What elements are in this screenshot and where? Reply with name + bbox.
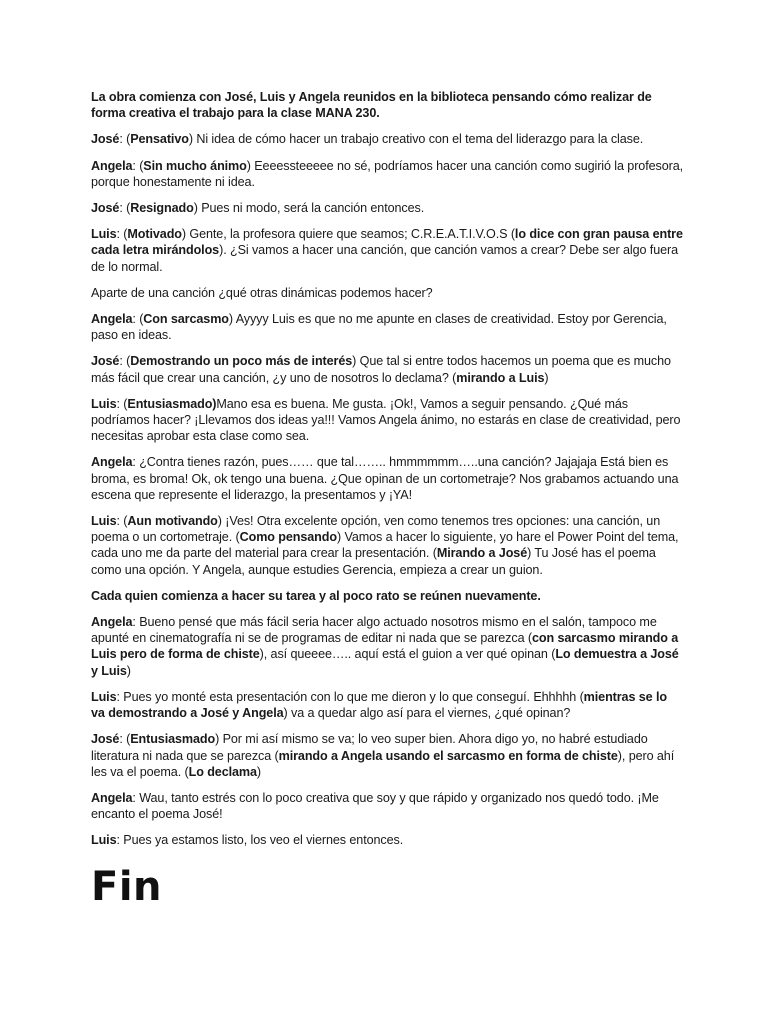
stage-direction: Pensativo: [130, 132, 189, 147]
dialogue-text: : (: [119, 354, 131, 369]
stage-direction: Resignado: [130, 201, 194, 216]
stage-direction: mirando a Angela usando el sarcasmo en forma de chiste: [278, 748, 618, 763]
dialogue-text: : (: [132, 158, 144, 173]
dialogue-text: ) ¡Ves! Otra excelente opción, ven como tenemos tres opciones: una canción, un poema o un cortometraje. (: [91, 514, 661, 545]
stage-direction: Aun motivando: [127, 514, 218, 529]
dialogue-line: [91, 614, 683, 679]
dialogue-text: ): [126, 663, 131, 678]
dialogue-text: Mano esa es buena. Me gusta. ¡Ok!, Vamos a seguir pensando. ¿Qué más podríamos hacer? ¡Llevamos dos ideas ya!!! Vamos Angela ánimo, no estarás en clase de creatividad, pero necesitas aprobar esta clase como sea.: [91, 396, 681, 444]
stage-direction: mientras se lo va demostrando a José y Angela: [91, 689, 667, 721]
dialogue-text: ). ¿Si vamos a hacer una canción, que canción vamos a crear? Debe ser algo fuera de lo normal.: [91, 243, 679, 274]
dialogue-text: ), así queeee….. aquí está el guion a ver qué opinan (: [259, 647, 556, 662]
dialogue-text: ) Por mi así mismo se va; lo veo super bien. Ahora digo yo, no habré estudiado literatura ni nada que se parezca (: [91, 732, 648, 763]
dialogue-line: [91, 311, 683, 343]
dialogue-text: ) Ayyyy Luis es que no me apunte en clases de creatividad. Estoy por Gerencia, paso en ideas.: [91, 312, 667, 343]
dialogue-text: Aparte de una canción ¿qué otras dinámicas podemos hacer?: [91, 285, 433, 300]
dialogue-text: : (: [132, 312, 144, 327]
scene-intro: La obra comienza con José, Luis y Angela reunidos en la biblioteca pensando cómo realizar de forma creativa el trabajo para la clase MANA 230.: [91, 90, 652, 121]
stage-direction: Sin mucho ánimo: [143, 158, 247, 173]
dialogue-text: ) Ni idea de cómo hacer un trabajo creativo con el tema del liderazgo para la clase.: [188, 132, 644, 147]
dialogue-text: ) Tu José has el poema como una opción. Y Angela, aunque estudies Gerencia, empieza a crear un guion.: [91, 546, 656, 577]
dialogue-text: : Pues ya estamos listo, los veo el viernes entonces.: [116, 833, 404, 848]
dialogue-text: : Wau, tanto estrés con lo poco creativa que soy y que rápido y organizado nos quedó todo. ¡Me encanto el poema José!: [91, 790, 659, 822]
stage-direction: Entusiasmado: [130, 732, 216, 747]
dialogue-text: ) Pues ni modo, será la canción entonces.: [193, 201, 425, 216]
speaker-name: Luis: [91, 833, 117, 848]
stage-direction: Con sarcasmo: [143, 312, 229, 327]
dialogue-line: [91, 454, 683, 503]
stage-direction: Mirando a José: [436, 546, 528, 561]
stage-direction: con sarcasmo mirando a Luis pero de forma de chiste: [91, 631, 679, 662]
stage-direction: Demostrando un poco más de interés: [130, 354, 353, 369]
speaker-name: Angela: [91, 455, 133, 470]
dialogue-text: : Pues yo monté esta presentación con lo que me dieron y lo que conseguí. Ehhhhh (: [116, 689, 584, 704]
dialogue-line: [91, 353, 683, 385]
dialogue-text: ) Gente, la profesora quiere que seamos; C.R.E.A.T.I.V.O.S (: [181, 227, 515, 242]
dialogue-text: : (: [116, 396, 128, 411]
dialogue-text: : (: [119, 732, 131, 747]
dialogue-line: [91, 158, 683, 190]
dialogue-line: [91, 790, 683, 822]
speaker-name: Luis: [91, 227, 117, 242]
dialogue-line: [91, 226, 683, 275]
speaker-name: José: [91, 201, 120, 216]
speaker-name: José: [91, 732, 120, 747]
dialogue-text: ) Eeeessteeeee no sé, podríamos hacer una canción como sugirió la profesora, porque honestamente ni idea.: [91, 158, 684, 189]
dialogue-line: [91, 396, 683, 445]
dialogue-line: [91, 513, 683, 578]
speaker-name: Angela: [91, 312, 133, 327]
stage-direction: Motivado: [127, 227, 182, 242]
dialogue-text: : ¿Contra tienes razón, pues…… que tal…….. hmmmmmm…..una canción? Jajajaja Está bien es broma, es broma! Ok, ok tengo una buena. ¿Que opinan de un cortometraje? Nos grabamos actuando una escena que represente el liderazgo, la presentamos y ¡YA!: [91, 455, 679, 502]
stage-direction: Lo declama: [188, 764, 257, 779]
speaker-name: Angela: [91, 158, 133, 173]
dialogue-line: [91, 731, 683, 780]
stage-direction: mirando a Luis: [456, 370, 545, 385]
dialogue-text: : (: [116, 514, 128, 529]
stage-direction: lo dice con gran pausa entre cada letra mirándolos: [91, 227, 683, 258]
dialogue-line: [91, 689, 683, 721]
stage-direction: Cada quien comienza a hacer su tarea y al poco rato se reúnen nuevamente.: [91, 588, 541, 603]
dialogue-text: : (: [116, 227, 128, 242]
dialogue-text: ) va a quedar algo así para el viernes, ¿qué opinan?: [283, 706, 571, 721]
dialogue-list: [91, 131, 683, 848]
dialogue-text: : (: [119, 201, 131, 216]
dialogue-text: ) Vamos a hacer lo siguiente, yo hare el Power Point del tema, cada uno me da parte del material para crear la presentación. (: [91, 530, 679, 561]
dialogue-text: ): [544, 370, 549, 385]
dialogue-line: [91, 131, 683, 147]
dialogue-line: [91, 832, 683, 848]
speaker-name: Luis: [91, 689, 117, 704]
stage-direction: Entusiasmado): [127, 396, 217, 411]
speaker-name: Luis: [91, 396, 117, 411]
dialogue-text: : Bueno pensé que más fácil seria hacer algo actuado nosotros mismo en el salón, tampoco me apunté en cinematografía ni se de programas de editar ni nada que se parezca (: [91, 615, 657, 646]
ending-title: Fin: [91, 863, 163, 910]
narration-line: [91, 285, 683, 301]
stage-direction: Lo demuestra a José y Luis: [91, 647, 679, 678]
speaker-name: Angela: [91, 615, 133, 630]
speaker-name: Angela: [91, 790, 133, 805]
stage-direction: Como pensando: [239, 530, 337, 545]
dialogue-text: ): [256, 764, 262, 779]
dialogue-text: : (: [119, 132, 131, 147]
dialogue-text: ), pero ahí les va el poema. (: [91, 748, 675, 779]
document-page: [91, 89, 683, 911]
speaker-name: José: [91, 354, 120, 369]
dialogue-line: [91, 200, 683, 216]
speaker-name: Luis: [91, 514, 117, 529]
speaker-name: José: [91, 132, 120, 147]
narration-line: [91, 588, 683, 604]
dialogue-text: ) Que tal si entre todos hacemos un poema que es mucho más fácil que crear una canción, ¿y uno de nosotros lo declama? (: [91, 354, 671, 385]
